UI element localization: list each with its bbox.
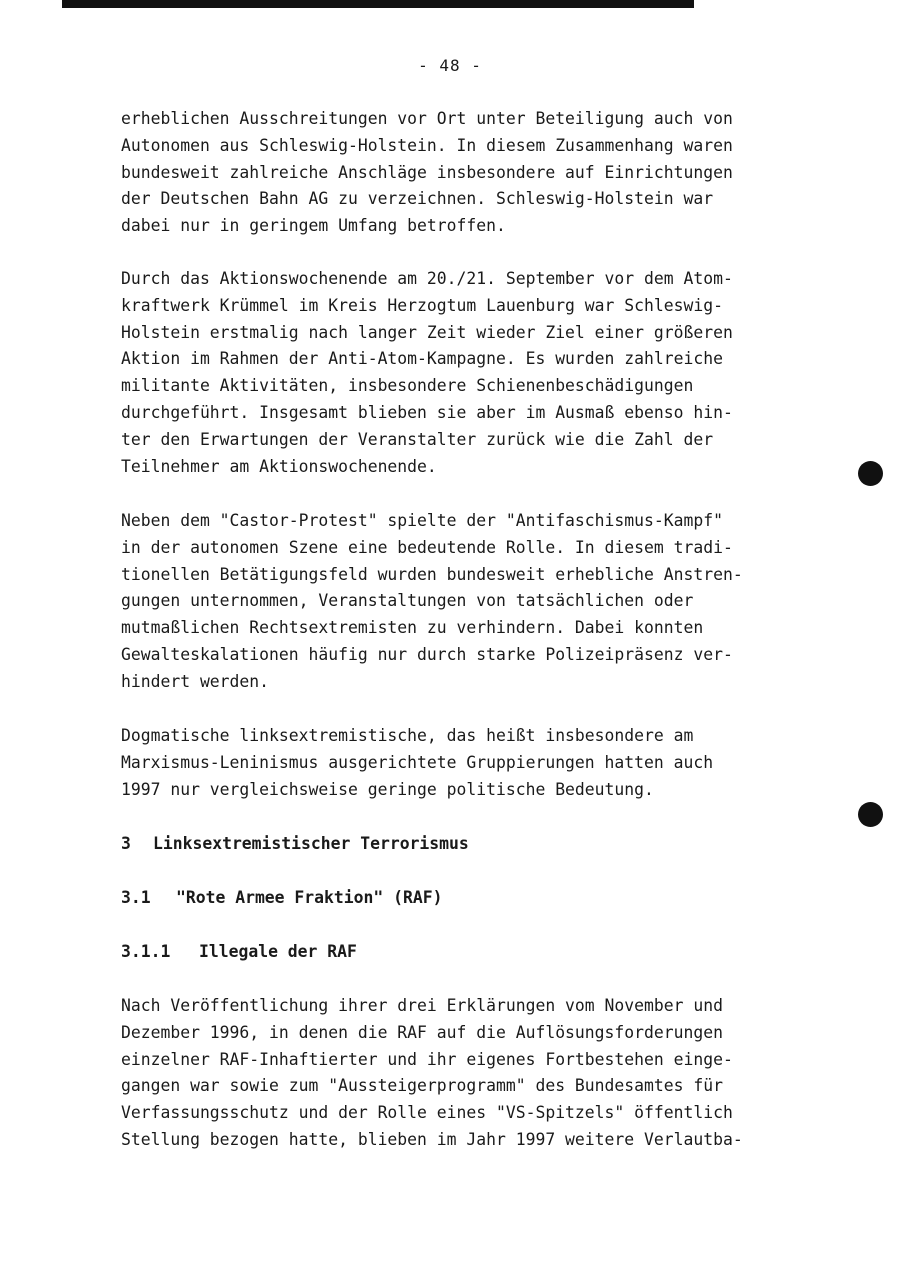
- margin-mark-dot: [858, 802, 883, 827]
- text-line: hindert werden.: [121, 671, 270, 691]
- text-line: Nach Veröffentlichung ihrer drei Erklärungen vom November und: [121, 996, 723, 1015]
- text-line: Durch das Aktionswochenende am 20./21. September vor dem Atom-: [121, 269, 733, 288]
- paragraph-3: [121, 508, 821, 696]
- section-heading-3-1-1: [121, 939, 821, 966]
- paragraph-1: [121, 106, 821, 240]
- text-line: einzelner RAF-Inhaftierter und ihr eigenes Fortbestehen einge-: [121, 1049, 733, 1069]
- text-line: 1997 nur vergleichsweise geringe politische Bedeutung.: [121, 779, 654, 799]
- text-line: Autonomen aus Schleswig-Holstein. In diesem Zusammenhang waren: [121, 135, 733, 155]
- page-number: - 48 -: [418, 56, 482, 75]
- section-title: "Rote Armee Fraktion" (RAF): [176, 888, 443, 907]
- section-title: Linksextremistischer Terrorismus: [153, 834, 469, 853]
- text-line: dabei nur in geringem Umfang betroffen.: [121, 216, 506, 236]
- text-line: gangen war sowie zum "Aussteigerprogramm" des Bundesamtes für: [121, 1076, 723, 1096]
- text-line: kraftwerk Krümmel im Kreis Herzogtum Lauenburg war Schleswig-: [121, 295, 723, 315]
- paragraph-4: [121, 723, 821, 803]
- text-line: tionellen Betätigungsfeld wurden bundesweit erhebliche Anstren-: [121, 564, 743, 584]
- section-title: Illegale der RAF: [199, 942, 357, 961]
- text-line: Dogmatische linksextremistische, das heißt insbesondere am: [121, 726, 694, 745]
- text-line: erheblichen Ausschreitungen vor Ort unter Beteiligung auch von: [121, 109, 733, 128]
- text-line: Stellung bezogen hatte, blieben im Jahr 1997 weitere Verlautba-: [121, 1129, 743, 1149]
- text-line: Holstein erstmalig nach langer Zeit wieder Ziel einer größeren: [121, 322, 733, 342]
- section-number: 3.1.1: [121, 942, 171, 961]
- section-heading-3-1: [121, 885, 821, 912]
- text-line: Marxismus-Leninismus ausgerichtete Gruppierungen hatten auch: [121, 752, 714, 772]
- text-line: militante Aktivitäten, insbesondere Schienenbeschädigungen: [121, 376, 694, 396]
- top-rule: [62, 0, 694, 8]
- text-line: in der autonomen Szene eine bedeutende Rolle. In diesem tradi-: [121, 537, 733, 557]
- text-line: mutmaßlichen Rechtsextremisten zu verhindern. Dabei konnten: [121, 618, 704, 638]
- section-number: 3: [121, 834, 131, 853]
- paragraph-5: [121, 993, 821, 1154]
- text-line: gungen unternommen, Veranstaltungen von tatsächlichen oder: [121, 591, 694, 611]
- section-number: 3.1: [121, 888, 151, 907]
- text-line: Teilnehmer am Aktionswochenende.: [121, 456, 437, 476]
- text-line: der Deutschen Bahn AG zu verzeichnen. Schleswig-Holstein war: [121, 189, 714, 209]
- text-line: ter den Erwartungen der Veranstalter zurück wie die Zahl der: [121, 429, 714, 449]
- section-heading-3: [121, 831, 821, 858]
- margin-mark-dot: [858, 461, 883, 486]
- text-line: Aktion im Rahmen der Anti-Atom-Kampagne. Es wurden zahlreiche: [121, 349, 723, 369]
- text-line: bundesweit zahlreiche Anschläge insbesondere auf Einrichtungen: [121, 162, 733, 182]
- text-line: Neben dem "Castor-Protest" spielte der "Antifaschismus-Kampf": [121, 511, 723, 530]
- paragraph-2: [121, 266, 821, 480]
- text-line: Verfassungsschutz und der Rolle eines "VS-Spitzels" öffentlich: [121, 1103, 733, 1123]
- text-line: Gewalteskalationen häufig nur durch starke Polizeipräsenz ver-: [121, 644, 733, 664]
- text-line: durchgeführt. Insgesamt blieben sie aber im Ausmaß ebenso hin-: [121, 402, 733, 422]
- text-line: Dezember 1996, in denen die RAF auf die Auflösungsforderungen: [121, 1022, 723, 1042]
